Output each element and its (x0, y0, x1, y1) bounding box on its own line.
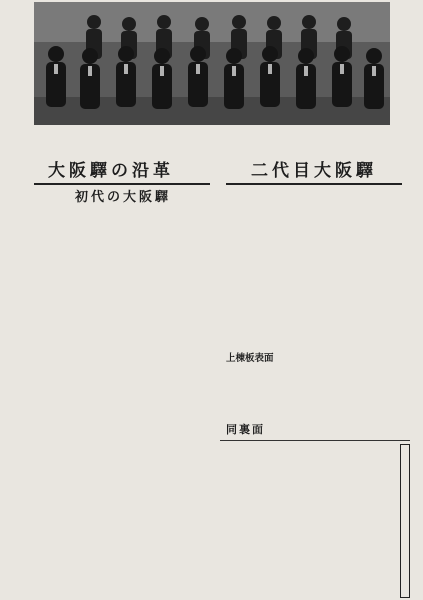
credit-row (226, 381, 411, 395)
photo-caption (34, 127, 394, 147)
back-cover-line (226, 422, 411, 436)
credits-title: 上棟板表面 (226, 353, 274, 364)
credit-row (226, 367, 411, 381)
colophon-rule (220, 440, 410, 441)
credits-block (226, 350, 411, 420)
right-heading-rule (226, 183, 402, 185)
left-heading-rule (34, 183, 210, 185)
credit-row (226, 395, 411, 409)
group-photograph (34, 2, 390, 125)
left-article-body (28, 206, 212, 600)
colophon (220, 444, 410, 598)
right-article-heading: 二代目大阪驛 (251, 161, 377, 181)
back-cover-title: 同裏面 (226, 423, 265, 436)
group-photo-figures (34, 2, 390, 125)
left-article-subheading: 初代の大阪驛 (74, 190, 171, 205)
right-article-body (220, 186, 404, 346)
left-article-heading: 大阪驛の沿革 (48, 161, 174, 181)
publication-title-box (400, 444, 410, 598)
